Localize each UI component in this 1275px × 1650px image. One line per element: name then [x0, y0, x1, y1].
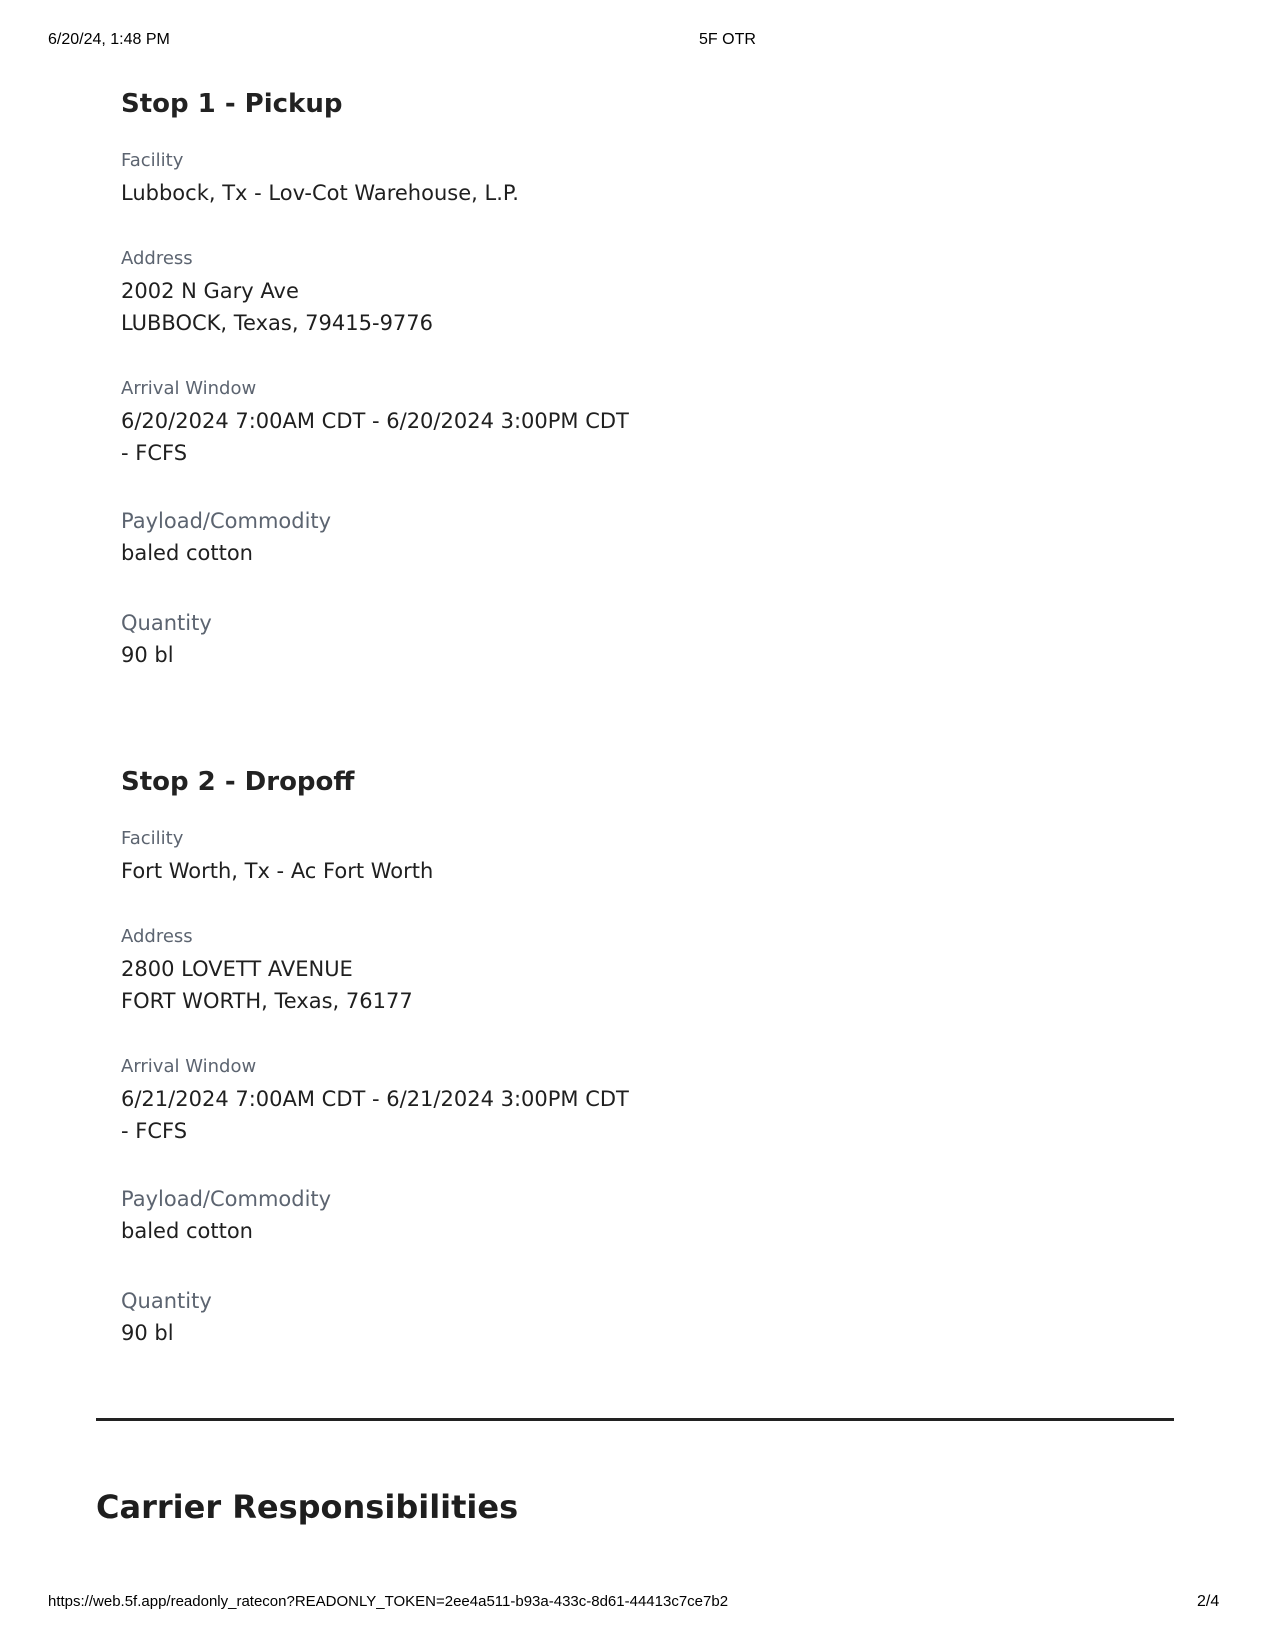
arrival-window-line-2: - FCFS: [121, 1119, 188, 1143]
stop-1-title: Stop 1 - Pickup: [121, 89, 343, 119]
facility-value: Lubbock, Tx - Lov-Cot Warehouse, L.P.: [121, 181, 519, 205]
carrier-responsibilities-heading: Carrier Responsibilities: [96, 1488, 519, 1526]
stop-2-payload: [121, 1187, 331, 1247]
payload-label: Payload/Commodity: [121, 1187, 332, 1211]
quantity-value: 90 bl: [121, 1321, 174, 1345]
stop-1-section: [121, 86, 1021, 686]
print-page-title: 5F OTR: [699, 31, 756, 48]
payload-value: baled cotton: [121, 541, 253, 565]
print-page-number: 2/4: [1197, 1593, 1220, 1610]
facility-label: Facility: [121, 150, 184, 171]
stop-1-arrival-window: [121, 377, 629, 469]
address-line-2: LUBBOCK, Texas, 79415-9776: [121, 311, 434, 335]
stop-2-arrival-window: [121, 1055, 629, 1147]
stop-1-quantity: [121, 611, 212, 671]
arrival-window-line-1: 6/21/2024 7:00AM CDT - 6/21/2024 3:00PM CDT: [121, 1087, 629, 1111]
stop-2-quantity: [121, 1289, 212, 1349]
address-line-1: 2800 LOVETT AVENUE: [121, 957, 353, 981]
print-datetime: 6/20/24, 1:48 PM: [48, 31, 170, 48]
facility-value: Fort Worth, Tx - Ac Fort Worth: [121, 859, 434, 883]
payload-value: baled cotton: [121, 1219, 253, 1243]
section-divider: [96, 1418, 1174, 1421]
stop-1-facility: [121, 149, 519, 209]
stop-2-section: [121, 764, 1021, 1364]
stop-1-address: [121, 247, 433, 339]
payload-label: Payload/Commodity: [121, 509, 332, 533]
arrival-window-line-1: 6/20/2024 7:00AM CDT - 6/20/2024 3:00PM CDT: [121, 409, 629, 433]
stop-1-payload: [121, 509, 331, 569]
address-label: Address: [121, 926, 193, 947]
print-url: https://web.5f.app/readonly_ratecon?READONLY_TOKEN=2ee4a511-b93a-433c-8d61-44413c7ce7b2: [48, 1593, 729, 1610]
stop-2-title: Stop 2 - Dropoff: [121, 767, 355, 797]
arrival-window-label: Arrival Window: [121, 1056, 257, 1077]
address-label: Address: [121, 248, 193, 269]
quantity-label: Quantity: [121, 611, 212, 635]
quantity-value: 90 bl: [121, 643, 174, 667]
facility-label: Facility: [121, 828, 184, 849]
arrival-window-line-2: - FCFS: [121, 441, 188, 465]
arrival-window-label: Arrival Window: [121, 378, 257, 399]
address-line-1: 2002 N Gary Ave: [121, 279, 299, 303]
address-line-2: FORT WORTH, Texas, 76177: [121, 989, 413, 1013]
stop-2-facility: [121, 827, 433, 887]
quantity-label: Quantity: [121, 1289, 212, 1313]
stop-2-address: [121, 925, 413, 1017]
